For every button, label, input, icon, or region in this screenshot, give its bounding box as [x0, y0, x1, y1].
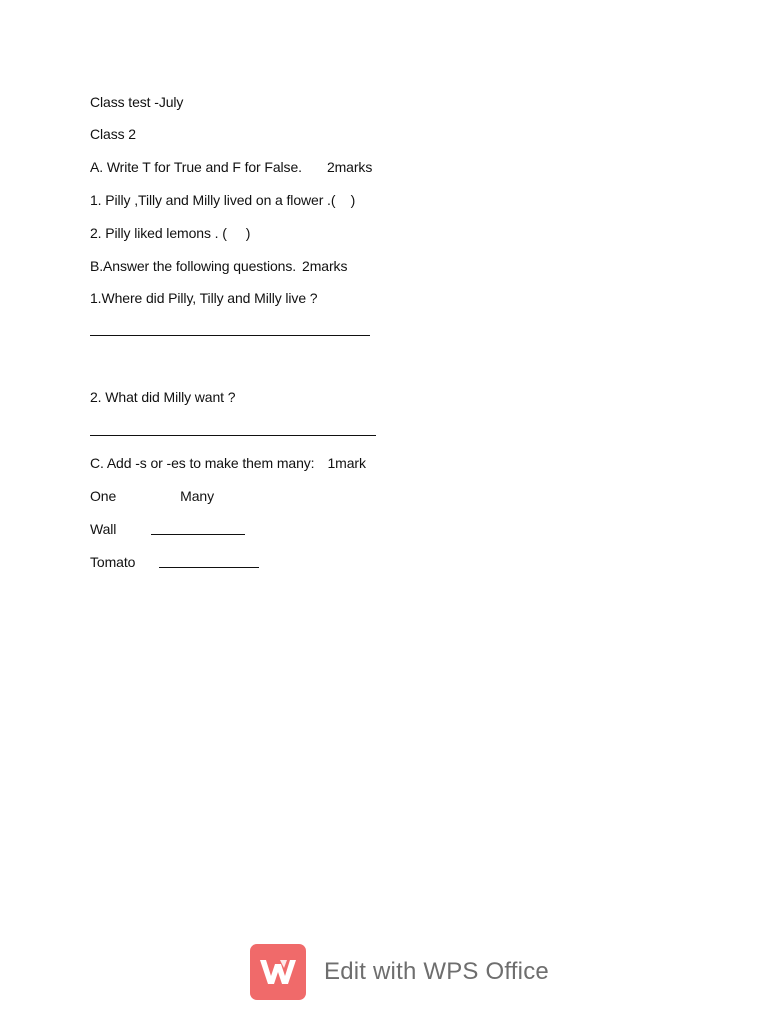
wps-logo-icon[interactable]	[250, 944, 306, 1000]
section-b-heading-row	[90, 257, 347, 275]
plural-blank-tomato	[159, 567, 259, 568]
word-tomato: Tomato	[90, 554, 136, 570]
section-b-marks: 2marks	[302, 258, 348, 274]
section-a-item-1: 1. Pilly ,Tilly and Milly lived on a flower .( )	[90, 192, 356, 208]
edit-with-wps-banner[interactable]	[250, 942, 549, 1002]
class-label: Class 2	[90, 126, 136, 142]
plural-blank-wall	[151, 534, 245, 535]
wps-w-glyph-icon	[257, 956, 299, 988]
section-a-heading-row	[90, 158, 372, 176]
section-c-marks: 1mark	[327, 455, 366, 471]
test-title: Class test -July	[90, 94, 184, 110]
word-wall: Wall	[90, 521, 117, 537]
section-a-heading: A. Write T for True and F for False.	[90, 159, 302, 175]
section-b-question-1: 1.Where did Pilly, Tilly and Milly live ?	[90, 290, 318, 306]
section-b-heading: B.Answer the following questions.	[90, 258, 297, 274]
edit-with-wps-label[interactable]: Edit with WPS Office	[324, 958, 549, 985]
answer-line-2	[90, 435, 376, 436]
column-one-label: One	[90, 488, 117, 504]
answer-line-1	[90, 335, 370, 336]
column-many-label: Many	[180, 488, 215, 504]
section-a-marks: 2marks	[326, 159, 373, 175]
column-headers-row	[90, 487, 214, 505]
section-b-question-2: 2. What did Milly want ?	[90, 389, 236, 405]
section-a-item-2: 2. Pilly liked lemons . ( )	[90, 225, 251, 241]
section-c-heading-row	[90, 454, 366, 472]
section-c-heading: C. Add -s or -es to make them many:	[90, 455, 315, 471]
